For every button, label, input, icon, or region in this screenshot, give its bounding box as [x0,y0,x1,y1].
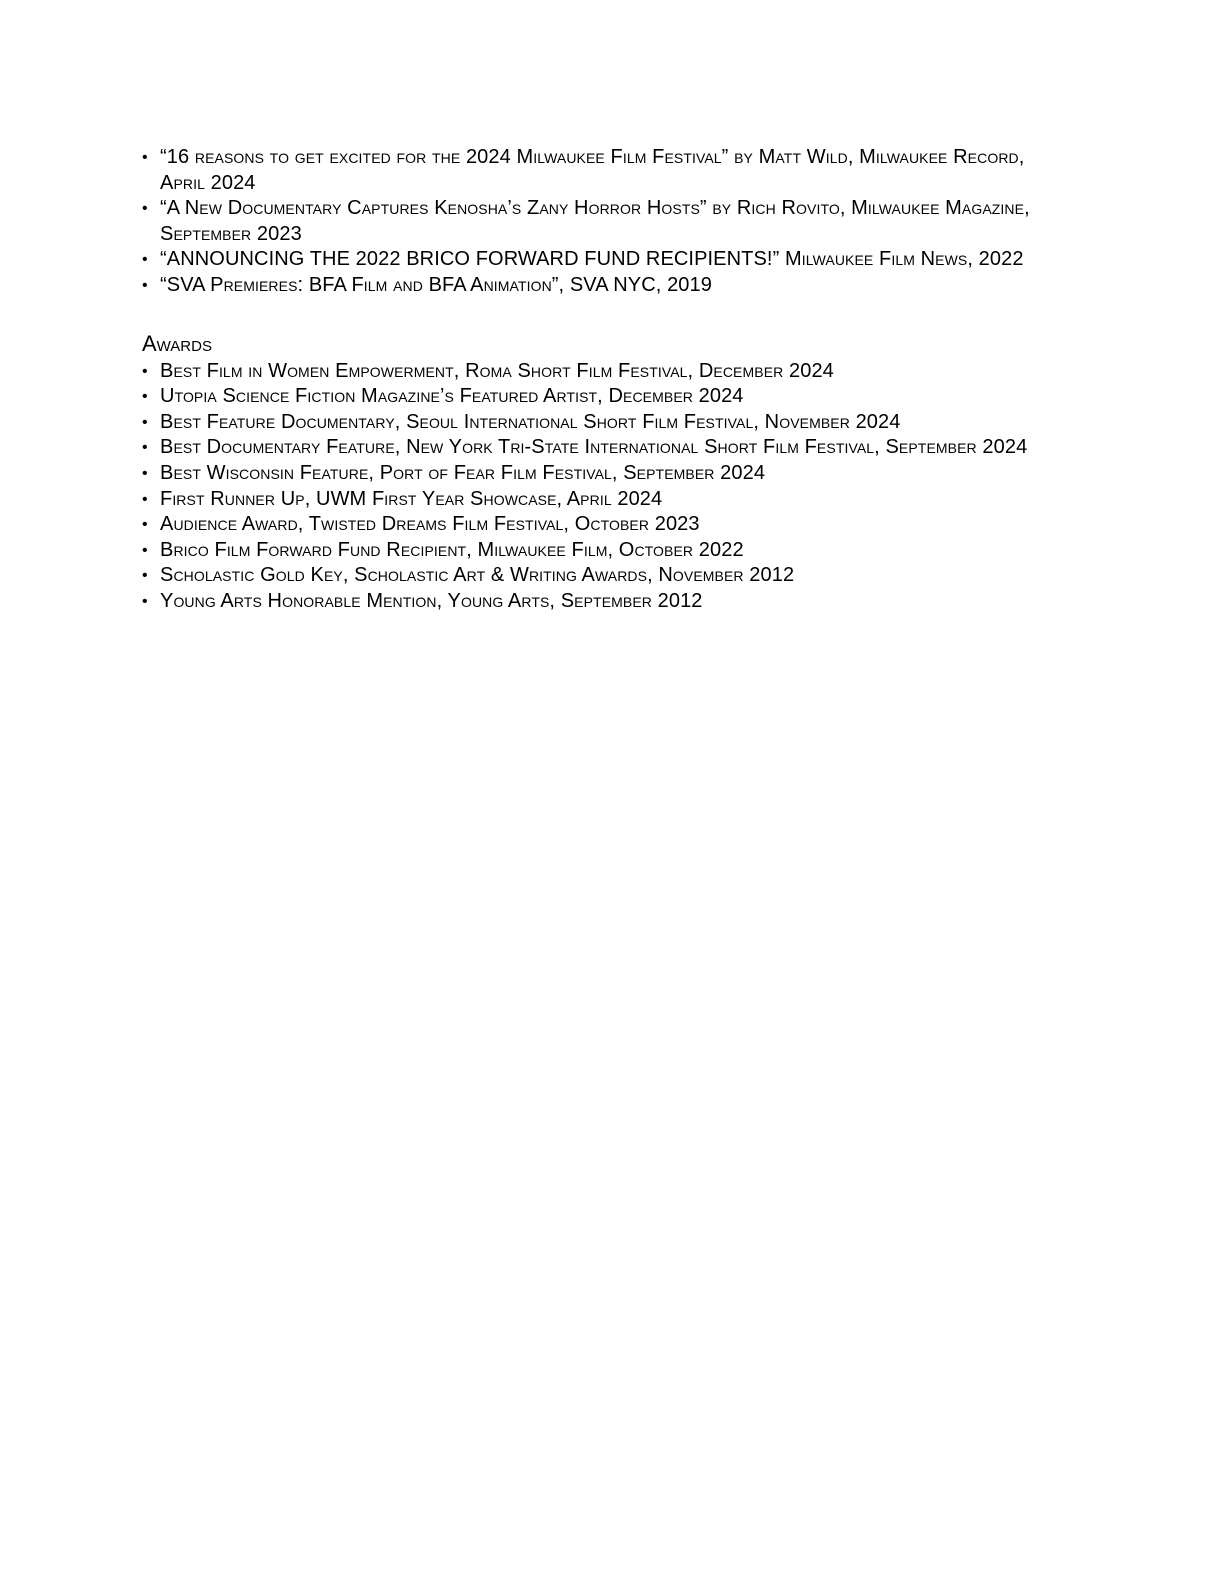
bullet-icon: • [142,464,148,482]
award-item [142,359,1072,385]
award-item [142,512,1072,538]
award-item [142,461,1072,487]
press-item [142,247,1072,273]
award-item [142,435,1072,461]
award-item-text: Best Documentary Feature, New York Tri-State International Short Film Festival, September 2024 [160,436,1028,459]
bullet-icon: • [142,251,148,269]
document-content [142,145,1072,615]
bullet-icon: • [142,413,148,431]
press-item [142,273,1072,299]
bullet-icon: • [142,567,148,585]
awards-list [142,359,1072,615]
press-list [142,145,1072,299]
press-item [142,196,1072,247]
press-item-text: “A New Documentary Captures Kenosha’s Zany Horror Hosts” by Rich Rovito, Milwaukee Magazine, September 2023 [160,197,1030,245]
bullet-icon: • [142,149,148,166]
award-item-text: First Runner Up, UWM First Year Showcase, April 2024 [160,487,663,510]
press-item-text: “SVA Premieres: BFA Film and BFA Animation”, SVA NYC, 2019 [160,273,712,296]
bullet-icon: • [142,490,148,508]
award-item-text: Brico Film Forward Fund Recipient, Milwaukee Film, October 2022 [160,538,744,561]
awards-heading: Awards [142,330,212,356]
award-item-text: Best Wisconsin Feature, Port of Fear Film Festival, September 2024 [160,461,766,484]
award-item-text: Young Arts Honorable Mention, Young Arts, September 2012 [160,589,703,612]
press-item-title: “ANNOUNCING THE 2022 BRICO FORWARD FUND RECIPIENTS!” [160,248,780,271]
award-item [142,384,1072,410]
award-item-text: Audience Award, Twisted Dreams Film Festival, October 2023 [160,513,700,536]
bullet-icon: • [142,362,148,380]
award-item-text: Best Film in Women Empowerment, Roma Short Film Festival, December 2024 [160,359,834,382]
bullet-icon: • [142,276,148,294]
award-item [142,538,1072,564]
award-item-text: Utopia Science Fiction Magazine’s Featured Artist, December 2024 [160,385,744,408]
award-item-text: Scholastic Gold Key, Scholastic Art & Writing Awards, November 2012 [160,564,795,587]
bullet-icon: • [142,592,148,610]
award-item-text: Best Feature Documentary, Seoul International Short Film Festival, November 2024 [160,410,901,433]
press-item [142,145,1072,196]
award-item [142,410,1072,436]
award-item [142,563,1072,589]
bullet-icon: • [142,541,148,559]
press-item-source: Milwaukee Film News, 2022 [779,248,1024,271]
bullet-icon: • [142,388,148,406]
press-item-text: “16 reasons to get excited for the 2024 Milwaukee Film Festival” by Matt Wild, Milwaukee Record, April 2024 [160,146,1025,194]
bullet-icon: • [142,200,148,218]
award-item [142,487,1072,513]
bullet-icon: • [142,516,148,534]
bullet-icon: • [142,439,148,457]
award-item [142,589,1072,615]
